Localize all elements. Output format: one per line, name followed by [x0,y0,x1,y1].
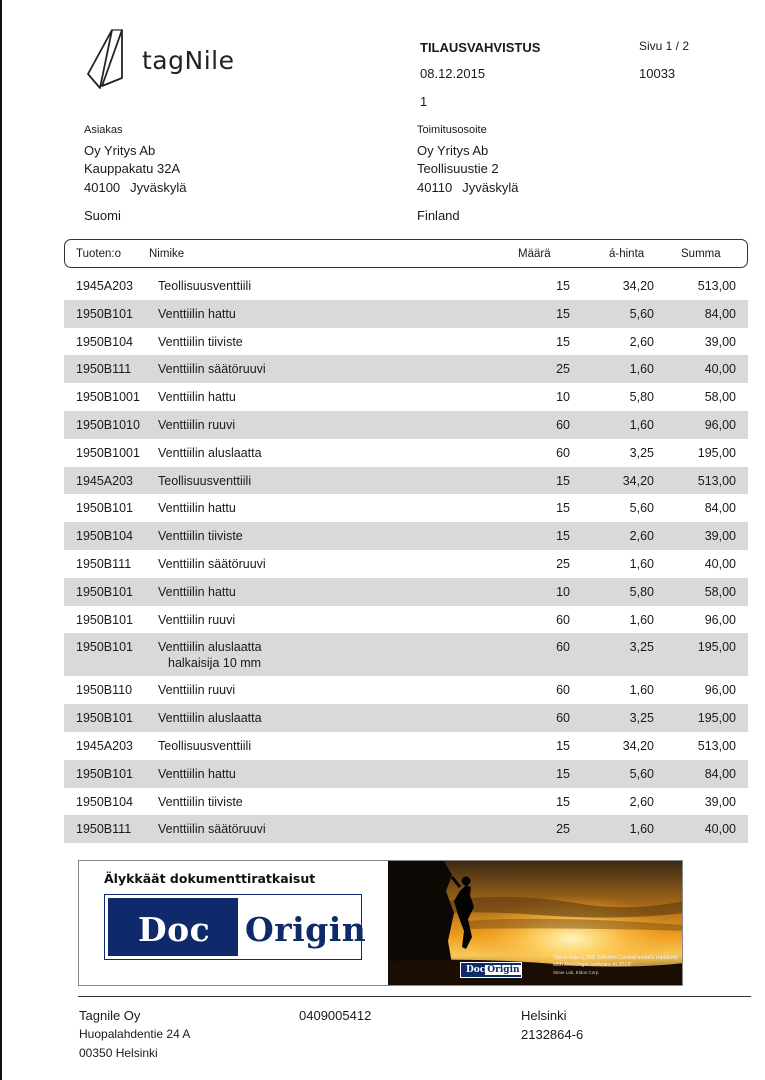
cell-name: Venttiilin ruuvi [158,417,236,432]
cell-code: 1950B101 [76,766,134,781]
cell-code: 1950B101 [76,306,134,321]
cell-price: 2,60 [629,529,654,544]
footer-zip-city: 00350 Helsinki [79,1046,158,1060]
table-row [64,633,748,676]
footer-street: Huopalahdentie 24 A [79,1027,191,1041]
cell-sum: 84,00 [704,306,736,321]
footer-contact [299,1006,371,1025]
cell-code: 1950B101 [76,711,134,726]
sail-logo-icon [82,28,142,94]
table-row [64,732,748,760]
document-title: TILAUSVAHVISTUS [420,40,541,55]
cell-qty: 60 [556,711,570,726]
cell-sum: 40,00 [704,822,736,837]
cell-name: Venttiilin aluslaatta [158,640,262,655]
cell-name: Venttiilin säätöruuvi [158,556,266,571]
cell-code: 1950B101 [76,612,134,627]
header-sum: Summa [681,248,721,260]
logo-origin-text: Origin [245,910,367,949]
cell-name: Venttiilin hattu [158,390,236,405]
cell-sum: 96,00 [704,683,736,698]
cell-sum: 84,00 [704,501,736,516]
cell-sum: 39,00 [704,794,736,809]
cell-sum: 40,00 [704,556,736,571]
cell-name: Venttiilin tiiviste [158,794,243,809]
cell-sum: 84,00 [704,766,736,781]
cell-name: Venttiilin hattu [158,584,236,599]
cell-code: 1950B111 [76,362,132,377]
header-price: á-hinta [609,248,645,260]
cell-code: 1945A203 [76,738,134,753]
cell-price: 34,20 [622,738,654,753]
cell-qty: 15 [556,529,570,544]
table-row [64,606,748,634]
table-row [64,815,748,843]
cell-name: Venttiilin säätöruuvi [158,362,266,377]
cell-sum: 58,00 [704,390,736,405]
cell-qty: 15 [556,738,570,753]
cell-code: 1945A203 [76,473,134,488]
cell-price: 5,60 [629,501,654,516]
document-extra-value: 1 [420,94,428,109]
customer-city: Jyväskylä [130,179,187,195]
table-row [64,788,748,816]
cell-price: 5,60 [629,766,654,781]
cell-qty: 25 [556,556,570,571]
cell-code: 1950B1001 [76,445,140,460]
delivery-name: Oy Yritys Ab [417,142,489,158]
cell-name: Venttiilin ruuvi [158,612,236,627]
document-number: 10033 [639,66,676,81]
customer-label: Asiakas [84,124,123,136]
docorigin-logo [104,894,367,960]
cell-name: Venttiilin tiiviste [158,529,243,544]
cell-sum: 39,00 [704,334,736,349]
company-logo [82,28,235,94]
cell-price: 1,60 [629,417,654,432]
table-row [64,760,748,788]
cell-sum: 513,00 [697,473,736,488]
table-row [64,439,748,467]
cell-price: 34,20 [622,279,654,293]
customer-street: Kauppakatu 32A [84,161,181,176]
cell-code: 1950B110 [76,683,133,698]
cell-code: 1950B1001 [76,390,140,405]
cell-qty: 15 [556,279,570,293]
cell-sum: 195,00 [697,711,736,726]
cell-code: 1950B104 [76,794,134,809]
cell-qty: 10 [556,390,570,405]
logo-wordmark: tagNile [142,46,235,75]
footer-business-id: 2132864-6 [521,1027,584,1042]
cell-name: Teollisuusventtiili [158,738,252,753]
customer-zip: 40100 [84,179,121,195]
table-row [64,328,748,356]
cell-code: 1950B104 [76,529,134,544]
cell-name: Venttiilin tiiviste [158,334,243,349]
cell-name: Venttiilin hattu [158,766,236,781]
cell-qty: 15 [556,306,570,321]
cell-qty: 25 [556,362,570,377]
logo-doc-text: Doc [138,910,211,949]
cell-price: 1,60 [629,612,654,627]
cell-sum: 195,00 [697,445,736,460]
cell-sum: 58,00 [704,584,736,599]
footer-company-name: Tagnile Oy [79,1008,141,1023]
cell-code: 1950B101 [76,501,134,516]
table-row [64,272,748,300]
header-name: Nimike [149,248,185,260]
cell-price: 1,60 [629,362,654,377]
cell-price: 3,25 [629,445,654,460]
table-header [64,239,748,268]
cell-qty: 15 [556,794,570,809]
cell-qty: 15 [556,501,570,516]
cell-qty: 60 [556,445,570,460]
cell-name-detail: halkaisija 10 mm [168,656,262,671]
cell-code: 1950B111 [76,822,132,837]
docorigin-banner [78,860,683,986]
cell-sum: 195,00 [697,640,736,655]
cell-price: 2,60 [629,334,654,349]
customer-zip-city [84,179,187,198]
cell-code: 1950B111 [76,556,132,571]
cell-code: 1950B1010 [76,417,140,432]
cell-name: Venttiilin aluslaatta [158,711,262,726]
cell-price: 3,25 [629,711,654,726]
cell-qty: 60 [556,612,570,627]
cell-price: 34,20 [622,473,654,488]
header-code: Tuoten:o [76,248,121,260]
delivery-zip: 40110 [417,179,453,195]
document-date: 08.12.2015 [420,66,486,81]
footer-city: Helsinki [521,1008,567,1023]
cell-name: Venttiilin aluslaatta [158,445,262,460]
cell-qty: 15 [556,334,570,349]
table-row [64,467,748,495]
table-row [64,383,748,411]
cell-name: Venttiilin hattu [158,306,236,321]
table-row [64,411,748,439]
customer-country: Suomi [84,208,121,223]
cell-sum: 96,00 [704,417,736,432]
cell-qty: 10 [556,584,570,599]
table-row [64,676,748,704]
cell-name: Venttiilin hattu [158,501,236,516]
cell-name: Venttiilin säätöruuvi [158,822,266,837]
footer-divider [78,996,751,997]
cell-qty: 60 [556,640,570,655]
header-qty: Määrä [518,248,551,260]
page-number: Sivu 1 / 2 [639,39,690,53]
table-row [64,494,748,522]
table-row [64,522,748,550]
footer-phone: 0409005412 [299,1008,372,1023]
cell-price: 1,60 [629,683,654,698]
cell-price: 5,80 [629,584,654,599]
cell-qty: 15 [556,766,570,781]
delivery-label: Toimitusosoite [417,124,487,136]
table-row [64,578,748,606]
cell-sum: 513,00 [697,279,736,293]
table-row [64,300,748,328]
cell-code: 1950B104 [76,334,134,349]
cell-price: 5,80 [629,390,654,405]
customer-name: Oy Yritys Ab [84,142,156,158]
cell-code: 1950B101 [76,584,134,599]
delivery-city: Jyväskylä [462,179,519,195]
cell-sum: 39,00 [704,529,736,544]
delivery-country: Finland [417,208,460,223]
cell-price: 1,60 [629,556,654,571]
cell-sum: 40,00 [704,362,736,377]
footer-registration [521,1006,583,1044]
cell-price: 5,60 [629,306,654,321]
customer-address [84,121,187,226]
cell-name: Teollisuusventtiili [158,279,252,293]
cell-qty: 15 [556,473,570,488]
banner-tagline: Älykkäät dokumenttiratkaisut [104,871,316,886]
cell-code: 1945A203 [76,279,134,293]
table-row [64,550,748,578]
cell-price: 1,60 [629,822,654,837]
page-border [0,0,2,1080]
cell-code: 1950B101 [76,640,134,655]
delivery-street: Teollisuustie 2 [417,161,499,176]
cell-price: 2,60 [629,794,654,809]
delivery-address [417,121,519,226]
banner-quote: "More than 1,300 JetForm Central installs replaced with DocOrigin software in 2015" Steve Lab, Eldon Corp. [553,955,677,975]
cell-qty: 25 [556,822,570,837]
cell-name: Teollisuusventtiili [158,473,252,488]
footer-company-info [79,1006,190,1063]
cell-sum: 96,00 [704,612,736,627]
table-row [64,704,748,732]
table-row [64,355,748,383]
cell-name: Venttiilin ruuvi [158,683,236,698]
cell-price: 3,25 [629,640,654,655]
delivery-zip-city [417,179,519,198]
cell-qty: 60 [556,417,570,432]
table-body [64,272,748,843]
cell-qty: 60 [556,683,570,698]
banner-badge-logo: Doc Origin [460,962,522,978]
cell-sum: 513,00 [697,738,736,753]
